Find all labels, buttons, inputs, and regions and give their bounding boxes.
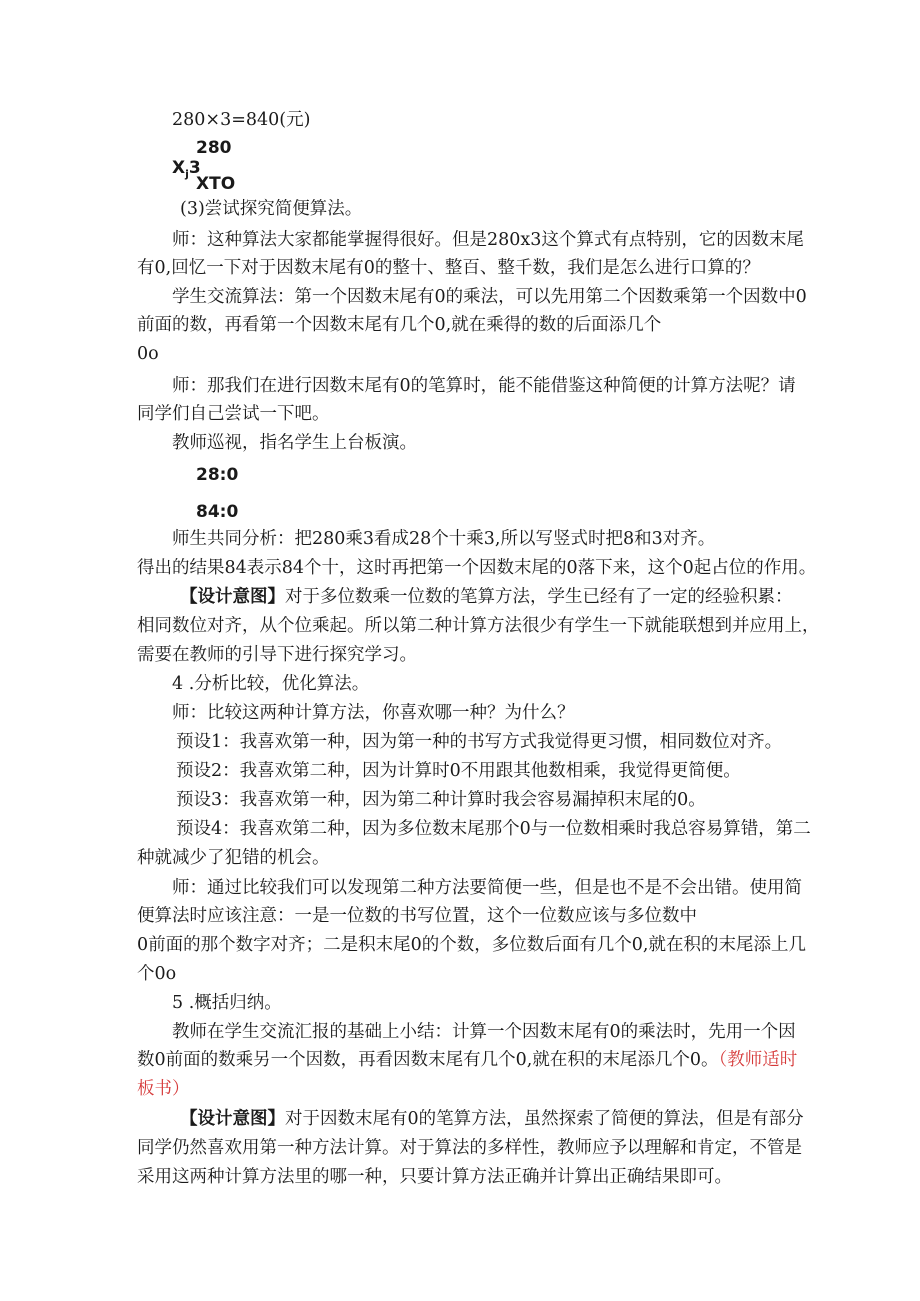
para-4: 教师巡视，指名学生上台板演。 [172, 433, 417, 453]
para-8-line-4: 个0o [137, 964, 177, 984]
para-8-line-1: 师：通过比较我们可以发现第二种方法要简便一些，但是也不是不会出错。使用简 [172, 878, 802, 898]
design-intent-text: 对于多位数乘一位数的笔算方法，学生已经有了一定的经验积累： [285, 587, 793, 607]
design-intent-2-line-3: 采用这两种计算方法里的哪一种，只要计算方法正确并计算出正确结果即可。 [137, 1167, 732, 1187]
mult-sign: X [172, 158, 186, 178]
mult-num: 3 [188, 158, 201, 178]
design-intent-2-line-1 [180, 1107, 804, 1131]
preset-3: 预设3：我喜欢第一种，因为第二种计算时我会容易漏掉积末尾的0。 [176, 790, 706, 810]
preset-4-line-2: 种就减少了犯错的机会。 [137, 848, 330, 868]
para-5: 师生共同分析：把280乘3看成28个十乘3,所以写竖式时把8和3对齐。 [172, 529, 716, 549]
para-9-text: 数0前面的数乘另一个因数，再看因数末尾有几个0,就在积的末尾添几个0。 [137, 1050, 719, 1070]
para-6: 得出的结果84表示84个十，这时再把第一个因数末尾的0落下来，这个0起占位的作用。 [137, 558, 817, 578]
design-intent-1-line-1 [180, 585, 793, 609]
design-intent-2-tag: 【设计意图】 [180, 1109, 285, 1129]
para-9-line-1: 教师在学生交流汇报的基础上小结：计算一个因数末尾有0的乘法时，先用一个因 [172, 1022, 796, 1042]
para-1-line-1: 师：这种算法大家都能掌握得很好。但是280x3这个算式有点特别，它的因数末尾 [172, 230, 804, 250]
preset-4-line-1: 预设4：我喜欢第二种，因为多位数末尾那个0与一位数相乘时我总容易算错，第二 [176, 819, 811, 839]
vertical-calc-2-result: 84:0 [196, 502, 239, 522]
vertical-calc-top: 280 [196, 138, 232, 158]
step-5-heading: 5 .概括归纳。 [172, 993, 282, 1013]
design-intent-2-line-2: 同学仍然喜欢用第一种方法计算。对于算法的多样性，教师应予以理解和肯定，不管是 [137, 1138, 802, 1158]
design-intent-1-line-2: 相同数位对齐，从个位乘起。所以第二种计算方法很少有学生一下就能联想到并应用上， [137, 616, 820, 636]
para-2-line-1: 学生交流算法：第一个因数末尾有0的乘法，可以先用第二个因数乘第一个因数中0 [172, 287, 807, 307]
calc-line: 280×3=840(元) [172, 110, 311, 130]
step-4-heading: 4 .分析比较，优化算法。 [172, 674, 370, 694]
mult-sub: j [185, 167, 189, 181]
design-intent-2-text: 对于因数末尾有0的笔算方法，虽然探索了简便的算法，但是有部分 [285, 1109, 804, 1129]
para-9-line-2 [137, 1048, 797, 1072]
para-9-line-3: 板书） [137, 1079, 190, 1099]
preset-1: 预设1：我喜欢第一种，因为第一种的书写方式我觉得更习惯，相同数位对齐。 [176, 732, 783, 752]
board-note: （教师适时 [718, 1050, 798, 1070]
para-3-line-2: 同学们自己尝试一下吧。 [137, 404, 330, 424]
para-8-line-2: 便算法时应该注意：一是一位数的书写位置，这个一位数应该与多位数中 [137, 906, 697, 926]
para-2-line-2: 前面的数，再看第一个因数末尾有几个0,就在乘得的数的后面添几个 [137, 315, 662, 335]
preset-2: 预设2：我喜欢第二种，因为计算时0不用跟其他数相乘，我觉得更简便。 [176, 761, 741, 781]
para-8-line-3: 0前面的那个数字对齐；二是积末尾0的个数，多位数后面有几个0,就在积的末尾添上几 [137, 935, 806, 955]
step-3-heading: (3)尝试探究简便算法。 [180, 199, 363, 219]
para-1-line-2: 有0,回忆一下对于因数末尾有0的整十、整百、整千数，我们是怎么进行口算的？ [137, 258, 760, 278]
para-2-line-3: 0o [137, 344, 159, 364]
design-intent-tag: 【设计意图】 [180, 587, 285, 607]
para-3-line-1: 师：那我们在进行因数末尾有0的笔算时，能不能借鉴这种简便的计算方法呢？请 [172, 376, 796, 396]
vertical-calc-result: XTO [196, 174, 236, 194]
para-7: 师：比较这两种计算方法，你喜欢哪一种？为什么？ [172, 703, 575, 723]
design-intent-1-line-3: 需要在教师的引导下进行探究学习。 [137, 645, 417, 665]
vertical-calc-2-top: 28:0 [196, 465, 239, 485]
